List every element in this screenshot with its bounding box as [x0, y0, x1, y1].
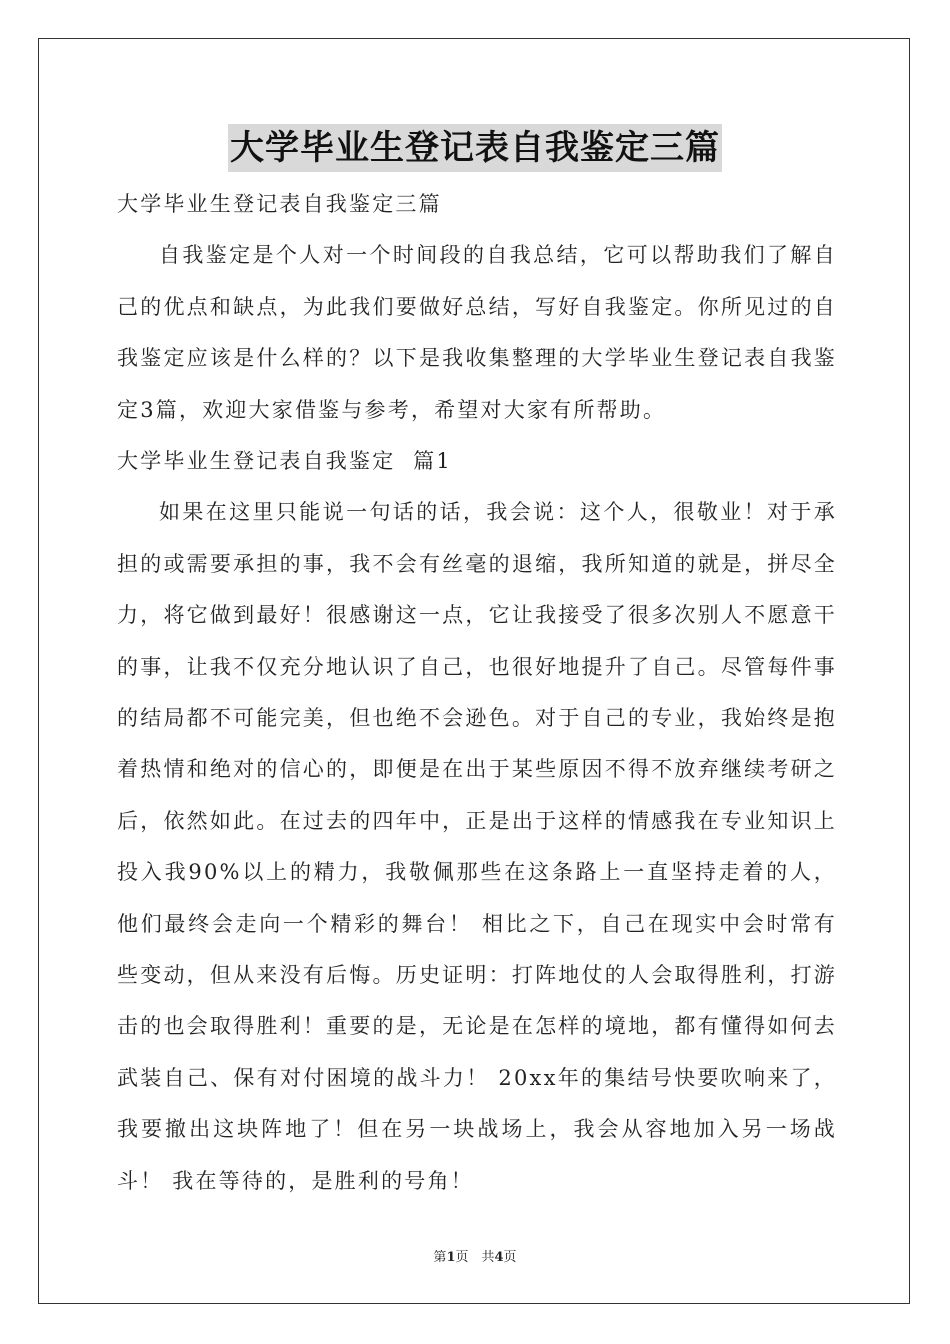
- footer-page-suffix: 页: [503, 1250, 517, 1265]
- footer-page-current: 1: [446, 1250, 456, 1265]
- page-footer: [0, 1246, 950, 1265]
- document-body: [117, 179, 837, 1207]
- section-heading: 大学毕业生登记表自我鉴定 篇1: [117, 449, 452, 474]
- footer-page-prefix: 第: [433, 1250, 447, 1265]
- document-title-text: 大学毕业生登记表自我鉴定三篇: [228, 124, 722, 172]
- document-subtitle: 大学毕业生登记表自我鉴定三篇: [117, 192, 442, 216]
- document-title: [0, 124, 950, 172]
- footer-page-total: 4: [494, 1250, 504, 1265]
- intro-paragraph: 自我鉴定是个人对一个时间段的自我总结，它可以帮助我们了解自己的优点和缺点，为此我们要做好总结，写好自我鉴定。你所见过的自我鉴定应该是什么样的？以下是我收集整理的大学毕业生登记表自我鉴定3篇，欢迎大家借鉴与参考，希望对大家有所帮助。: [117, 243, 837, 422]
- section-body-paragraph: 如果在这里只能说一句话的话，我会说：这个人，很敬业！对于承担的或需要承担的事，我不会有丝毫的退缩，我所知道的就是，拼尽全力，将它做到最好！很感谢这一点，它让我接受了很多次别人不愿意干的事，让我不仅充分地认识了自己，也很好地提升了自己。尽管每件事的结局都不可能完美，但也绝不会逊色。对于自己的专业，我始终是抱着热情和绝对的信心的，即便是在出于某些原因不得不放弃继续考研之后，依然如此。在过去的四年中，正是出于这样的情感我在专业知识上投入我90%以上的精力，我敬佩那些在这条路上一直坚持走着的人，他们最终会走向一个精彩的舞台！ 相比之下，自己在现实中会时常有些变动，但从来没有后悔。历史证明：打阵地仗的人会取得胜利，打游击的也会取得胜利！重要的是，无论是在怎样的境地，都有懂得如何去武装自己、保有对付困境的战斗力！ 20xx年的集结号快要吹响来了，我要撤出这块阵地了！但在另一块战场上，我会从容地加入另一场战斗！ 我在等待的，是胜利的号角！: [117, 500, 837, 1193]
- footer-page-mid: 页 共: [455, 1250, 495, 1265]
